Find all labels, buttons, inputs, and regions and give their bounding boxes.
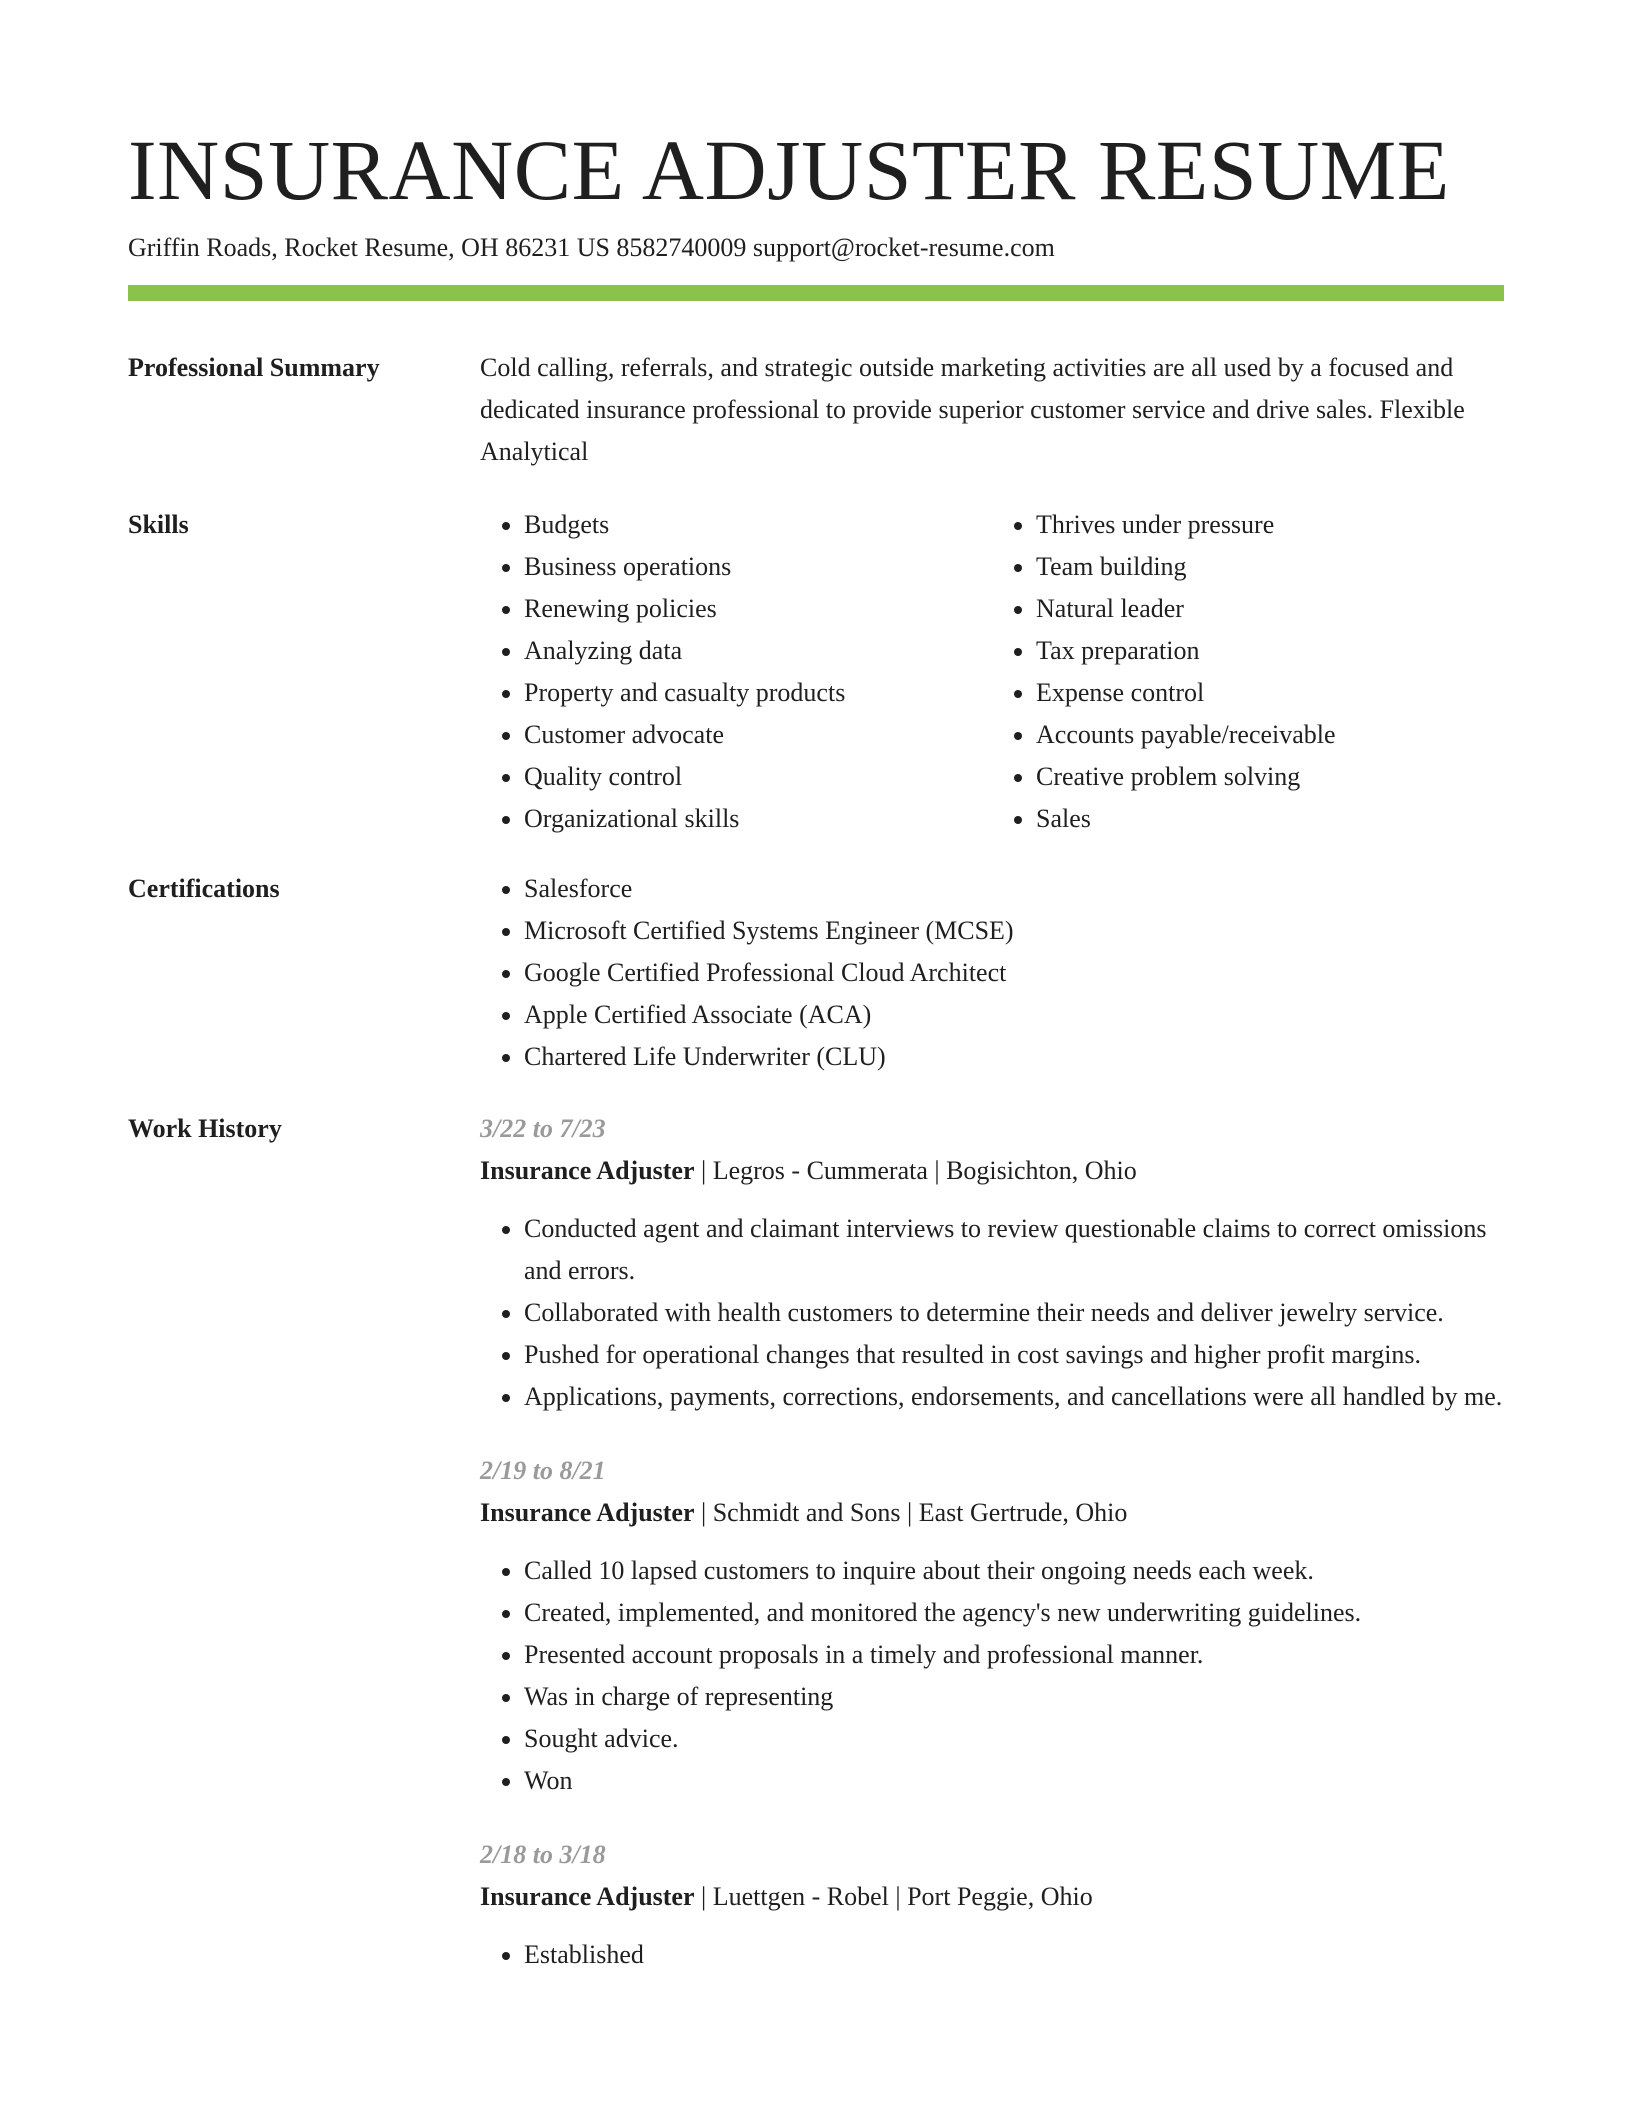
- job-heading: [480, 1876, 1504, 1918]
- list-item: • Applications, payments, corrections, endorsements, and cancellations were all handled by me.: [524, 1376, 1504, 1418]
- list-item: • Creative problem solving: [1036, 756, 1504, 798]
- job-entry: [480, 1450, 1504, 1802]
- section-label-skills: Skills: [128, 510, 189, 539]
- list-item: • Sought advice.: [524, 1718, 1504, 1760]
- job-date: 2/19 to 8/21: [480, 1456, 606, 1485]
- contact-line: Griffin Roads, Rocket Resume, OH 86231 US 8582740009 support@rocket-resume.com: [128, 233, 1055, 262]
- list-item: • Business operations: [524, 546, 992, 588]
- skills-list-left: [480, 504, 992, 840]
- job-heading: [480, 1150, 1504, 1192]
- list-item: • Customer advocate: [524, 714, 992, 756]
- certifications-content: [480, 868, 1504, 1078]
- list-item: • Natural leader: [1036, 588, 1504, 630]
- job-entry: [480, 1108, 1504, 1418]
- list-item: • Expense control: [1036, 672, 1504, 714]
- job-bullets: [480, 1208, 1504, 1418]
- list-item: • Apple Certified Associate (ACA): [524, 994, 1504, 1036]
- section-label-summary: Professional Summary: [128, 353, 380, 382]
- list-item: • Won: [524, 1760, 1504, 1802]
- list-item: • Conducted agent and claimant interviews to review questionable claims to correct omissions and errors.: [524, 1208, 1504, 1292]
- list-item: • Created, implemented, and monitored the agency's new underwriting guidelines.: [524, 1592, 1504, 1634]
- job-role: Insurance Adjuster: [480, 1498, 695, 1527]
- job-bullets: [480, 1550, 1504, 1802]
- work-history-content: [480, 1108, 1504, 2008]
- list-item: • Sales: [1036, 798, 1504, 840]
- list-item: • Tax preparation: [1036, 630, 1504, 672]
- summary-content: [480, 347, 1504, 473]
- summary-text: Cold calling, referrals, and strategic outside marketing activities are all used by a focused and dedicated insurance professional to provide superior customer service and drive sales. Flexible Analytical: [480, 353, 1465, 466]
- list-item: • Established: [524, 1934, 1504, 1976]
- resume-title: INSURANCE ADJUSTER RESUME: [128, 122, 1450, 218]
- job-date: 2/18 to 3/18: [480, 1840, 606, 1869]
- certifications-list: [480, 868, 1504, 1078]
- list-item: • Presented account proposals in a timely and professional manner.: [524, 1634, 1504, 1676]
- list-item: • Analyzing data: [524, 630, 992, 672]
- list-item: • Quality control: [524, 756, 992, 798]
- job-details: | Schmidt and Sons | East Gertrude, Ohio: [694, 1498, 1128, 1527]
- job-details: | Luettgen - Robel | Port Peggie, Ohio: [694, 1882, 1093, 1911]
- job-role: Insurance Adjuster: [480, 1882, 695, 1911]
- list-item: • Organizational skills: [524, 798, 992, 840]
- list-item: • Pushed for operational changes that resulted in cost savings and higher profit margins.: [524, 1334, 1504, 1376]
- skills-columns: [480, 504, 1504, 840]
- section-label-certifications: Certifications: [128, 874, 280, 903]
- list-item: • Called 10 lapsed customers to inquire about their ongoing needs each week.: [524, 1550, 1504, 1592]
- job-bullets: [480, 1934, 1504, 1976]
- list-item: • Google Certified Professional Cloud Architect: [524, 952, 1504, 994]
- list-item: • Renewing policies: [524, 588, 992, 630]
- list-item: • Chartered Life Underwriter (CLU): [524, 1036, 1504, 1078]
- job-entry: [480, 1834, 1504, 1976]
- list-item: • Accounts payable/receivable: [1036, 714, 1504, 756]
- job-details: | Legros - Cummerata | Bogisichton, Ohio: [694, 1156, 1137, 1185]
- list-item: • Thrives under pressure: [1036, 504, 1504, 546]
- section-label-work-history: Work History: [128, 1114, 282, 1143]
- skills-list-right: [992, 504, 1504, 840]
- list-item: • Budgets: [524, 504, 992, 546]
- list-item: • Salesforce: [524, 868, 1504, 910]
- job-date: 3/22 to 7/23: [480, 1114, 606, 1143]
- job-heading: [480, 1492, 1504, 1534]
- list-item: • Was in charge of representing: [524, 1676, 1504, 1718]
- accent-divider: [128, 285, 1504, 301]
- job-role: Insurance Adjuster: [480, 1156, 695, 1185]
- list-item: • Team building: [1036, 546, 1504, 588]
- list-item: • Collaborated with health customers to determine their needs and deliver jewelry service.: [524, 1292, 1504, 1334]
- list-item: • Property and casualty products: [524, 672, 992, 714]
- list-item: • Microsoft Certified Systems Engineer (MCSE): [524, 910, 1504, 952]
